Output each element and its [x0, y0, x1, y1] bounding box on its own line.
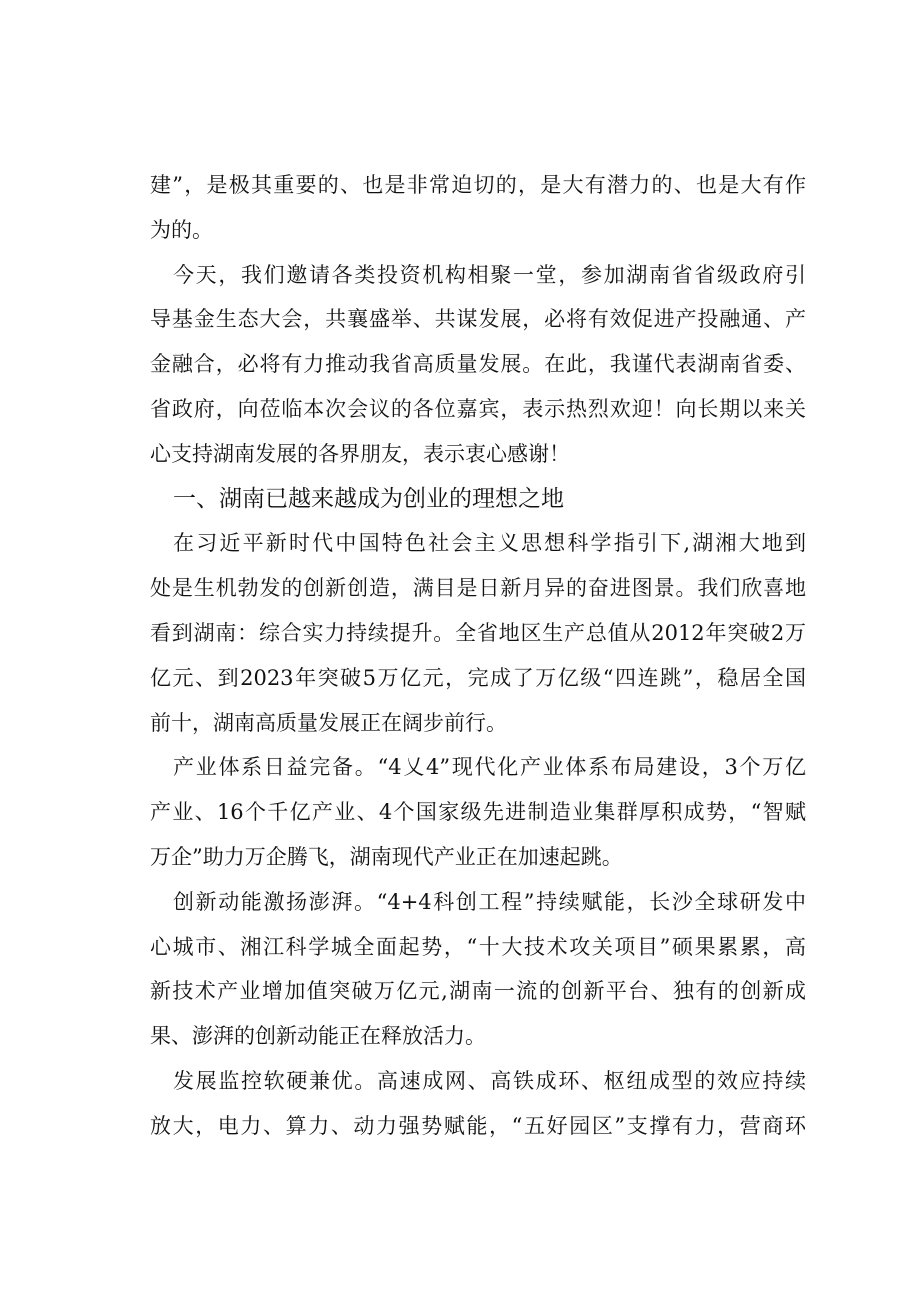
text-line: 心支持湖南发展的各界朋友，表示衷心感谢！ [150, 441, 570, 466]
text-line: 金融合，必将有力推动我省高质量发展。在此，我谨代表湖南省委、 [150, 352, 806, 377]
text-line: 看到湖南：综合实力持续提升。全省地区生产总值从2012年突破2万 [150, 620, 806, 645]
text-line: 前十，湖南高质量发展正在阔步前行。 [150, 710, 507, 735]
paragraph [150, 1059, 806, 1149]
document-body [150, 163, 806, 1149]
text-line: 产业体系日益完备。“4乂4”现代化产业体系布局建设，3个万亿 [173, 755, 806, 780]
text-line: 省政府，向莅临本次会议的各位嘉宾，表示热烈欢迎！向长期以来关 [150, 396, 806, 421]
text-line: 果、澎湃的创新动能正在释放活力。 [150, 1024, 486, 1049]
text-line: 心城市、湘江科学城全面起势，“十大技术攻关项目”硕果累累，高 [150, 934, 806, 959]
section-heading: 一、湖南已越来越成为创业的理想之地 [173, 485, 564, 512]
text-line: 处是生机勃发的创新创造，满目是日新月异的奋进图景。我们欣喜地 [150, 576, 806, 601]
paragraph [150, 253, 806, 477]
text-line: 亿元、到2023年突破5万亿元，完成了万亿级“四连跳”，稳居全国 [150, 665, 806, 690]
text-line: 产业、16个千亿产业、4个国家级先进制造业集群厚积成势，“智赋 [150, 800, 806, 825]
text-line: 创新动能激扬澎湃。“4+4科创工程”持续赋能，长沙全球研发中 [173, 889, 806, 914]
text-line: 导基金生态大会，共襄盛举、共谋发展，必将有效促进产投融通、产 [150, 307, 806, 332]
paragraph [150, 521, 806, 745]
text-line: 放大，电力、算力、动力强势赋能，“五好园区”支撑有力，营商环 [150, 1113, 806, 1138]
text-line: 新技术产业增加值突破万亿元,湖南一流的创新平台、独有的创新成 [150, 979, 806, 1004]
paragraph [150, 163, 806, 253]
text-line: 万企”助力万企腾飞，湖南现代产业正在加速起跳。 [150, 844, 623, 869]
paragraph [150, 745, 806, 879]
paragraph [150, 880, 806, 1059]
text-line: 为的。 [150, 217, 213, 242]
text-line: 发展监控软硬兼优。高速成网、高铁成环、枢纽成型的效应持续 [173, 1068, 806, 1093]
text-line: 建”，是极其重要的、也是非常迫切的，是大有潜力的、也是大有作 [150, 173, 806, 197]
text-line: 在习近平新时代中国特色社会主义思想科学指引下,湖湘大地到 [173, 531, 806, 556]
text-line: 今天，我们邀请各类投资机构相聚一堂，参加湖南省省级政府引 [173, 262, 806, 287]
